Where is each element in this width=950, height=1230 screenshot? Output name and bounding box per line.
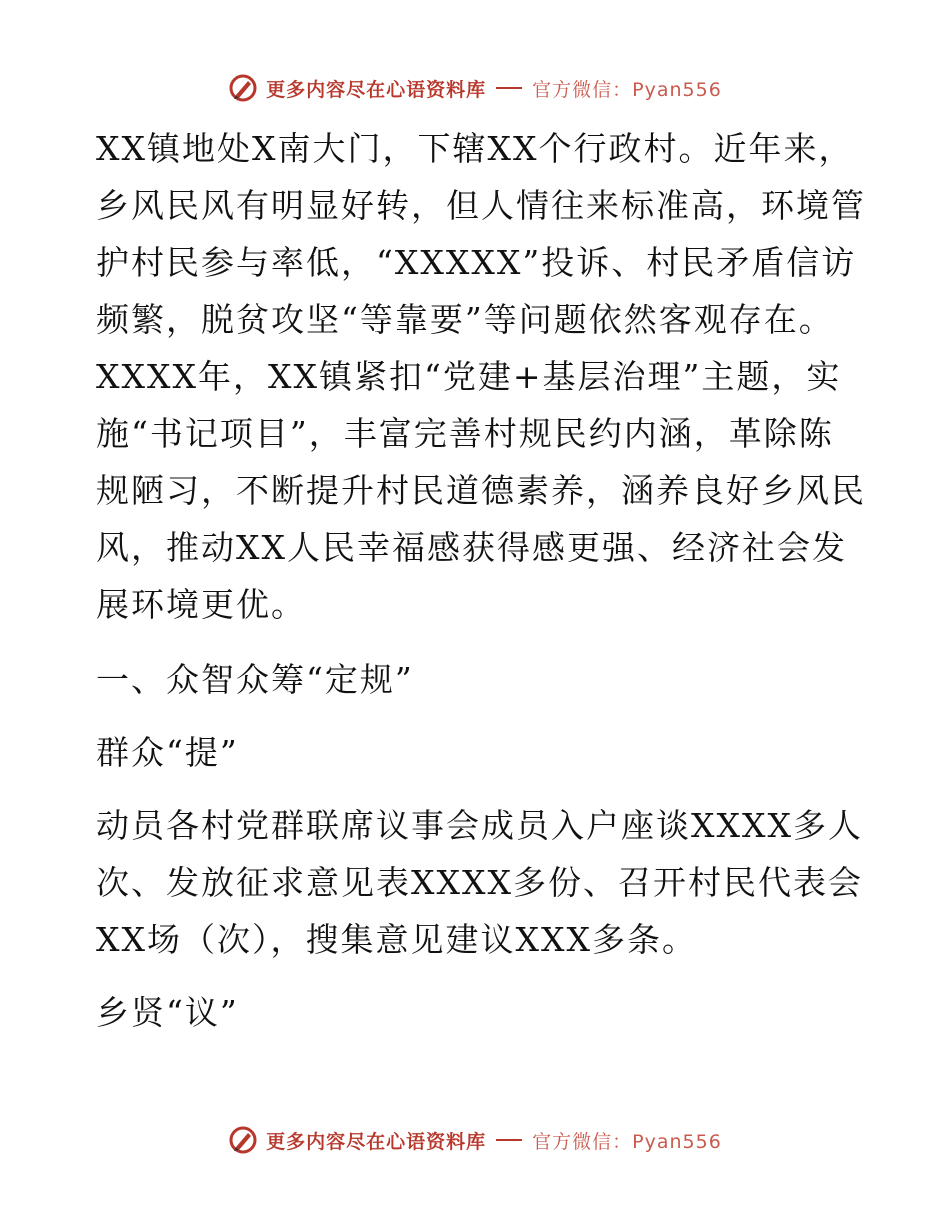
intro-paragraph xyxy=(96,120,866,633)
text-line: XX镇地处X南大门，下辖XX个行政村。近年来， xyxy=(96,129,854,168)
banner-text: 更多内容尽在心语资料库 xyxy=(266,1130,487,1153)
text-line: 护村民参与率低，“XXXXX”投诉、村民矛盾信访 xyxy=(96,243,857,282)
text-line: 风，推动XX人民幸福感获得感更强、经济社会发 xyxy=(96,528,847,567)
pen-logo-icon xyxy=(228,1125,258,1155)
subsection-heading: 乡贤“议” xyxy=(96,993,239,1032)
text-line: 频繁，脱贫攻坚“等靠要”等问题依然客观存在。 xyxy=(96,300,834,339)
banner-text: 更多内容尽在心语资料库 xyxy=(266,78,487,101)
text-line: 施“书记项目”，丰富完善村规民约内涵，革除陈 xyxy=(96,414,834,453)
subsection-heading: 群众“提” xyxy=(96,733,239,772)
body-paragraph xyxy=(96,797,866,968)
text-line: 展环境更优。 xyxy=(96,585,306,624)
footer-banner xyxy=(0,1120,950,1160)
banner-dash xyxy=(496,87,522,89)
text-line: 规陋习，不断提升村民道德素养，涵养良好乡风民 xyxy=(96,471,866,510)
document-body xyxy=(96,120,866,1041)
text-line: 次、发放征求意见表XXXX多份、召开村民代表会 xyxy=(96,863,863,902)
banner-wechat: 官方微信：Pyan556 xyxy=(532,1130,722,1153)
banner-wechat: 官方微信：Pyan556 xyxy=(532,78,722,101)
text-line: 乡风民风有明显好转，但人情往来标准高，环境管 xyxy=(96,186,866,225)
text-line: XXXX年，XX镇紧扣“党建+基层治理”主题，实 xyxy=(96,357,842,396)
pen-logo-icon xyxy=(228,73,258,103)
section-heading: 一、众智众筹“定规” xyxy=(96,660,414,699)
banner-dash xyxy=(496,1139,522,1141)
header-banner xyxy=(0,68,950,108)
text-line: XX场（次），搜集意见建议XXX多条。 xyxy=(96,920,697,959)
text-line: 动员各村党群联席议事会成员入户座谈XXXX多人 xyxy=(96,806,863,845)
